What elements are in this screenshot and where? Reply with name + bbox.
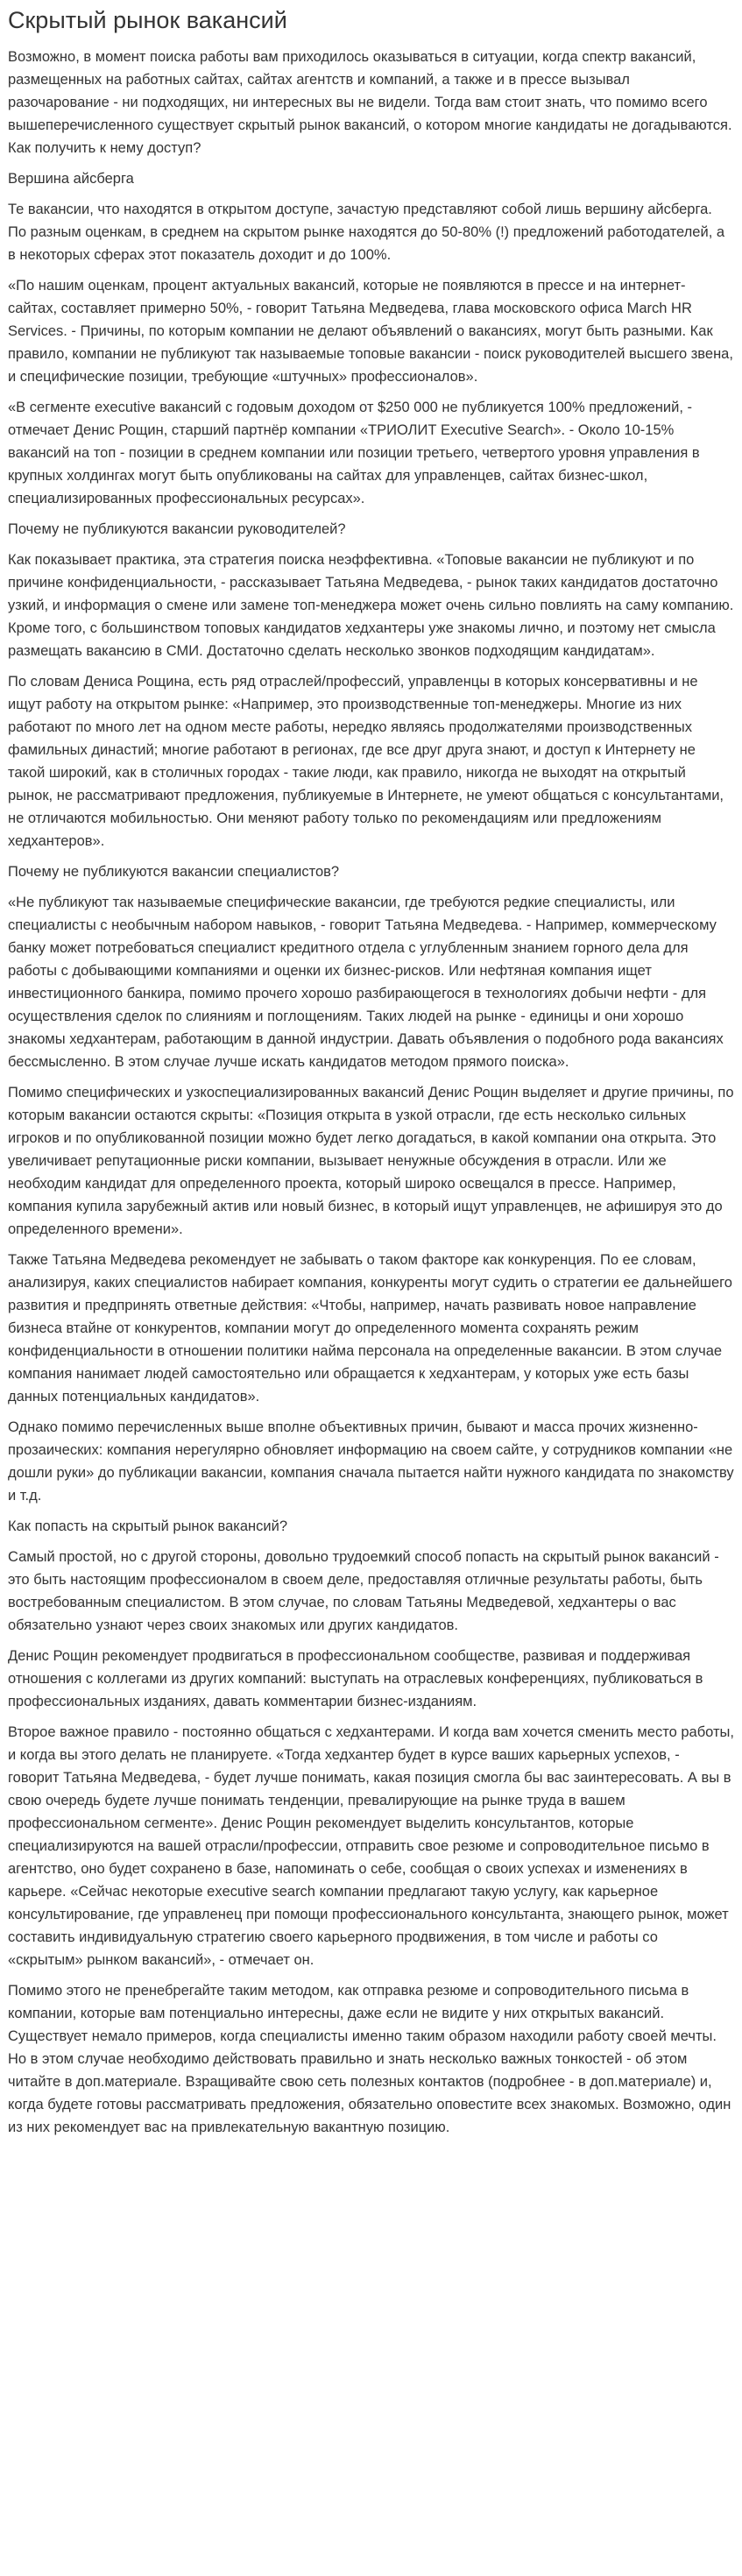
intro-paragraph: Возможно, в момент поиска работы вам приходилось оказываться в ситуации, когда спектр вакансий, размещенных на работных сайтах, сайтах агентств и компаний, а также и в прессе вызывал разочарование - ни подходящих, ни интересных вы не видели. Тогда вам стоит знать, что помимо всего вышеперечисленного существует скрытый рынок вакансий, о котором многие кандидаты не догадываются. Как получить к нему доступ?	[8, 49, 732, 156]
section-heading-iceberg: Вершина айсберга	[8, 171, 134, 187]
page-title: Скрытый рынок вакансий	[8, 7, 287, 33]
section-heading-specialists: Почему не публикуются вакансии специалистов?	[8, 864, 340, 880]
body-paragraph: Те вакансии, что находятся в открытом доступе, зачастую представляют собой лишь вершину айсберга. По разным оценкам, в среднем на скрытом рынке находятся до 50-80% (!) предложений работодателей, а в некоторых сферах этот показатель доходит и до 100%.	[8, 202, 725, 263]
body-paragraph: По словам Дениса Рощина, есть ряд отраслей/профессий, управленцы в которых консервативны и не ищут работу на открытом рынке: «Например, это производственные топ-менеджеры. Многие из них работают по много лет на одном месте работы, нередко являясь продолжателями производственных фамильных династий; многие работают в регионах, где все друг друга знают, и доступ к Интернету не такой широкий, как в столичных городах - такие люди, как правило, никогда не выходят на открытый рынок, не рассматривают предложения, публикуемые в Интернете, не умеют общаться с консультантами, не отличаются мобильностью. Они меняют работу только по рекомендациям или предложениям хедхантеров».	[8, 674, 724, 849]
body-paragraph: Однако помимо перечисленных выше вполне объективных причин, бывают и масса прочих жизненно-прозаических: компания нерегулярно обновляет информацию на своем сайте, у сотрудников компании «не дошли руки» до публикации вакансии, компания сначала пытается найти нужного кандидата по знакомству и т.д.	[8, 1419, 734, 1504]
section-heading-executives: Почему не публикуются вакансии руководителей?	[8, 521, 346, 537]
body-paragraph: «В сегменте executive вакансий с годовым доходом от $250 000 не публикуется 100% предложений, - отмечает Денис Рощин, старший партнёр компании «ТРИОЛИТ Executive Search». - Около 10-15% вакансий на топ - позиции в среднем компании или позиции третьего, четвертого уровня управления в крупных холдингах могут быть опубликованы на сайтах для управленцев, сайтах бизнес-школ, специализированных профессиональных ресурсах».	[8, 400, 700, 506]
body-paragraph: Помимо специфических и узкоспециализированных вакансий Денис Рощин выделяет и другие причины, по которым вакансии остаются скрыты: «Позиция открыта в узкой отрасли, где есть несколько сильных игроков и по опубликованной позиции можно будет легко догадаться, в какой компании она открыта. Это увеличивает репутационные риски компании, вызывает ненужные обсуждения в отрасли. Или же необходим кандидат для определенного проекта, который широко освещался в прессе. Например, компания купила зарубежный актив или новый бизнес, в который ищут управленцев, не афишируя это до определенного времени».	[8, 1085, 734, 1237]
body-paragraph: «По нашим оценкам, процент актуальных вакансий, которые не появляются в прессе и на интернет-сайтах, составляет примерно 50%, - говорит Татьяна Медведева, глава московского офиса March HR Services. - Причины, по которым компании не делают объявлений о вакансиях, могут быть разными. Как правило, компании не публикуют так называемые топовые вакансии - поиск руководителей высшего звена, и специфические позиции, требующие «штучных» профессионалов».	[8, 278, 733, 385]
body-paragraph: «Не публикуют так называемые специфические вакансии, где требуются редкие специалисты, или специалисты с необычным набором навыков, - говорит Татьяна Медведева. - Например, коммерческому банку может потребоваться специалист кредитного отдела с углубленным знанием горного дела для работы с добывающими компаниями и оценки их бизнес-рисков. Или нефтяная компания ищет инвестиционного банкира, помимо прочего хорошо разбирающегося в технологиях добычи нефти - для осуществления сделок по слияниям и поглощениям. Таких людей на рынке - единицы и они хорошо знакомы хедхантерам, работающим в данной индустрии. Давать объявления о подобного рода вакансиях бессмысленно. В этом случае лучше искать кандидатов методом прямого поиска».	[8, 895, 724, 1070]
body-paragraph: Самый простой, но с другой стороны, довольно трудоемкий способ попасть на скрытый рынок вакансий - это быть настоящим профессионалом в своем деле, предоставляя отличные результаты работы, быть востребованным специалистом. В этом случае, по словам Татьяны Медведевой, хедхантеры о вас обязательно узнают через своих знакомых или других кандидатов.	[8, 1549, 719, 1633]
body-paragraph: Как показывает практика, эта стратегия поиска неэффективна. «Топовые вакансии не публикуют и по причине конфиденциальности, - рассказывает Татьяна Медведева, - рынок таких кандидатов достаточно узкий, и информация о смене или замене топ-менеджера может очень сильно повлиять на саму компанию. Кроме того, с большинством топовых кандидатов хедхантеры уже знакомы лично, и поэтому нет смысла размещать вакансию в СМИ. Достаточно сделать несколько звонков подходящим кандидатам».	[8, 552, 734, 659]
body-paragraph: Денис Рощин рекомендует продвигаться в профессиональном сообществе, развивая и поддерживая отношения с коллегами из других компаний: выступать на отраслевых конференциях, публиковаться в профессиональных изданиях, давать комментарии бизнес-изданиям.	[8, 1648, 703, 1709]
body-paragraph: Помимо этого не пренебрегайте таким методом, как отправка резюме и сопроводительного письма в компании, которые вам потенциально интересны, даже если не видите у них открытых вакансий. Существует немало примеров, когда специалисты именно таким образом находили работу своей мечты. Но в этом случае необходимо действовать правильно и знать несколько важных тонкостей - об этом читайте в доп.материале. Взращивайте свою сеть полезных контактов (подробнее - в доп.материале) и, когда будете готовы рассматривать предложения, обязательно оповестите всех знакомых. Возможно, один из них рекомендует вас на привлекательную вакантную позицию.	[8, 1983, 731, 2135]
section-heading-how-to: Как попасть на скрытый рынок вакансий?	[8, 1518, 288, 1534]
body-paragraph: Также Татьяна Медведева рекомендует не забывать о таком факторе как конкуренция. По ее словам, анализируя, каких специалистов набирает компания, конкуренты могут судить о стратегии ее дальнейшего развития и предпринять ответные действия: «Чтобы, например, начать развивать новое направление бизнеса втайне от конкурентов, компании могут до определенного момента сохранять режим конфиденциальности в отношении политики найма персонала на определенные вакансии. В этом случае компания нанимает людей самостоятельно или обращается к хедхантерам, у которых уже есть базы данных потенциальных кандидатов».	[8, 1252, 732, 1405]
body-paragraph: Второе важное правило - постоянно общаться с хедхантерами. И когда вам хочется сменить место работы, и когда вы этого делать не планируете. «Тогда хедхантер будет в курсе ваших карьерных успехов, - говорит Татьяна Медведева, - будет лучше понимать, какая позиция смогла бы вас заинтересовать. А вы в свою очередь будете лучше понимать тенденции, превалирующие на рынке труда в вашем профессиональном сегменте». Денис Рощин рекомендует выделить консультантов, которые специализируются на вашей отрасли/профессии, отправить свое резюме и сопроводительное письмо в агентство, оно будет сохранено в базе, напоминать о себе, сообщая о своих успехах и изменениях в карьере. «Сейчас некоторые executive search компании предлагают такую услугу, как карьерное консультирование, где управленец при помощи профессионального консультанта, знающего рынок, может составить индивидуальную стратегию своего карьерного продвижения, в том числе и работы со «скрытым» рынком вакансий», - отмечает он.	[8, 1724, 734, 1968]
